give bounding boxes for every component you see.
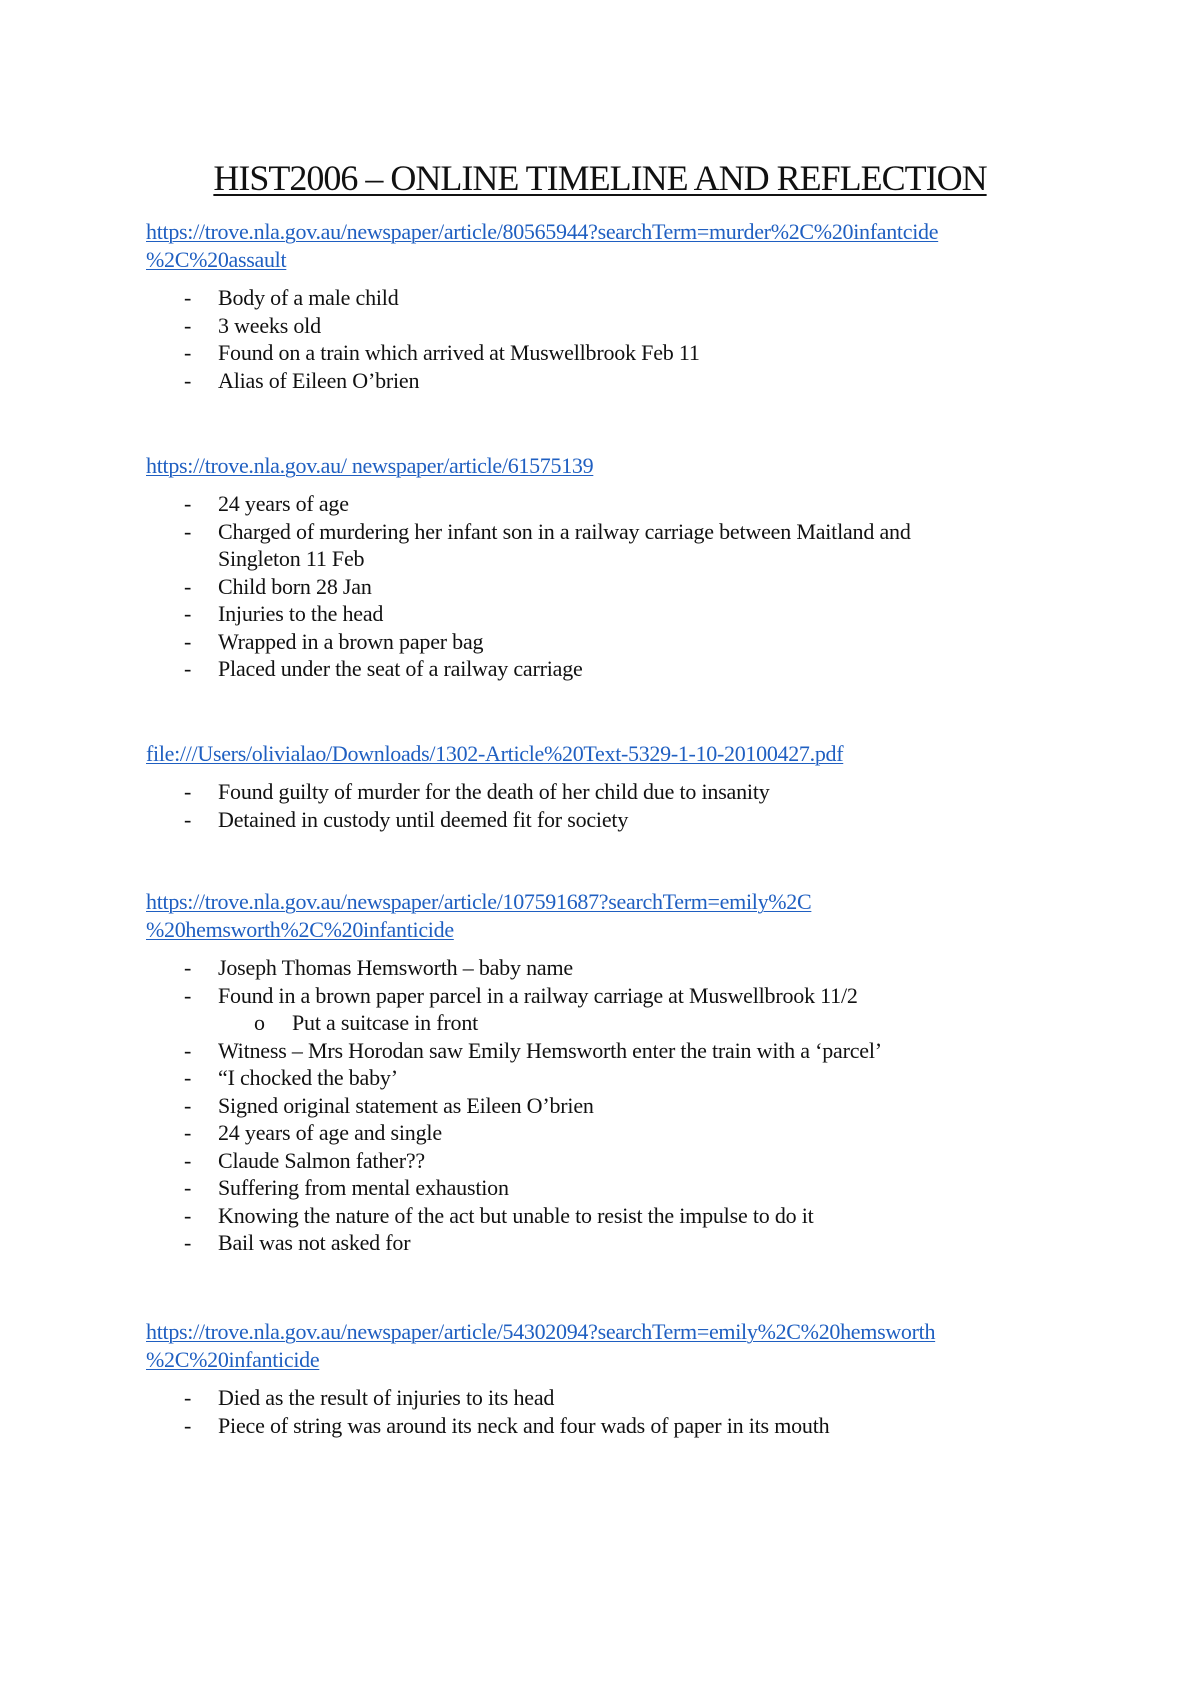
source-link-5[interactable]: [146, 1318, 1076, 1374]
dash-marker: -: [184, 1120, 192, 1145]
source-link-2-line-1: https://trove.nla.gov.au/ newspaper/article/61575139: [146, 453, 594, 478]
list-item: - Found in a brown paper parcel in a railway carriage at Muswellbrook 11/2: [184, 982, 858, 1008]
dash-marker: -: [184, 312, 192, 338]
list-item: - Wrapped in a brown paper bag: [184, 628, 484, 654]
dash-marker: -: [184, 573, 192, 599]
dash-marker: -: [184, 1412, 192, 1438]
dash-marker: -: [184, 1175, 192, 1200]
source-section-4: [146, 888, 1076, 1257]
list-item: - Found on a train which arrived at Muswellbrook Feb 11: [184, 340, 700, 365]
list-item: - Detained in custody until deemed fit for society: [184, 806, 629, 832]
list-item: - Signed original statement as Eileen O’brien: [184, 1092, 594, 1118]
source-section-5: [146, 1318, 1076, 1439]
list-item: - 3 weeks old: [184, 312, 321, 338]
source-section-1: [146, 218, 1076, 394]
dash-marker: -: [184, 806, 192, 832]
list-item: - Knowing the nature of the act but unable to resist the impulse to do it: [184, 1202, 814, 1228]
dash-marker: -: [184, 491, 192, 516]
list-item: - Claude Salmon father??: [184, 1147, 425, 1173]
list-item: - Piece of string was around its neck and four wads of paper in its mouth: [184, 1412, 830, 1438]
source-link-4-line-1: https://trove.nla.gov.au/newspaper/article/107591687?searchTerm=emily%2C: [146, 889, 812, 914]
list-item: - Injuries to the head: [184, 601, 384, 626]
dash-marker: -: [184, 601, 192, 626]
list-item: - Child born 28 Jan: [184, 573, 372, 599]
source-section-3: [146, 740, 1076, 833]
dash-marker: -: [184, 779, 192, 804]
notes-list-2: [146, 490, 1076, 683]
notes-list-3: [146, 778, 1076, 833]
list-item: - Suffering from mental exhaustion: [184, 1175, 509, 1200]
document-title: HIST2006 – ONLINE TIMELINE AND REFLECTION: [213, 158, 987, 198]
source-link-1-line-1: https://trove.nla.gov.au/newspaper/article/80565944?searchTerm=murder%2C%20infantcide: [146, 219, 939, 244]
dash-marker: -: [184, 1385, 192, 1410]
notes-list-4: [146, 954, 1076, 1257]
list-item: - 24 years of age: [184, 491, 349, 516]
list-item: - Charged of murdering her infant son in a railway carriage between Maitland and: [184, 518, 911, 544]
dash-marker: -: [184, 1147, 192, 1173]
list-item: - Body of a male child: [184, 285, 399, 310]
list-item: - 24 years of age and single: [184, 1120, 442, 1145]
dash-marker: -: [184, 1065, 192, 1090]
dash-marker: -: [184, 1202, 192, 1228]
list-item: - Joseph Thomas Hemsworth – baby name: [184, 955, 573, 980]
source-link-3-line-1: file:///Users/olivialao/Downloads/1302-Article%20Text-5329-1-10-20100427.pdf: [146, 741, 844, 766]
source-link-4[interactable]: [146, 888, 1076, 944]
source-link-5-line-1: https://trove.nla.gov.au/newspaper/article/54302094?searchTerm=emily%2C%20hemsworth: [146, 1319, 936, 1344]
notes-list-5: [146, 1384, 1076, 1439]
notes-list-1: [146, 284, 1076, 394]
source-link-1[interactable]: [146, 218, 1076, 274]
list-item-continuation: Singleton 11 Feb: [218, 546, 365, 571]
circle-bullet-marker: o: [254, 1010, 265, 1035]
dash-marker: -: [184, 340, 192, 365]
dash-marker: -: [184, 285, 192, 310]
dash-marker: -: [184, 518, 192, 544]
source-link-3[interactable]: [146, 740, 1076, 768]
dash-marker: -: [184, 982, 192, 1008]
list-item: - Alias of Eileen O’brien: [184, 367, 420, 393]
list-item: - “I chocked the baby’: [184, 1065, 398, 1090]
source-link-4-line-2: %20hemsworth%2C%20infanticide: [146, 917, 454, 942]
source-section-2: [146, 452, 1076, 683]
source-link-5-line-2: %2C%20infanticide: [146, 1347, 320, 1372]
list-item: - Witness – Mrs Horodan saw Emily Hemsworth enter the train with a ‘parcel’: [184, 1037, 882, 1063]
source-link-1-line-2: %2C%20assault: [146, 247, 287, 272]
list-item: - Placed under the seat of a railway carriage: [184, 656, 583, 681]
list-item: - Found guilty of murder for the death of her child due to insanity: [184, 779, 770, 804]
dash-marker: -: [184, 955, 192, 980]
dash-marker: -: [184, 1037, 192, 1063]
dash-marker: -: [184, 628, 192, 654]
list-item: - Bail was not asked for: [184, 1230, 411, 1255]
dash-marker: -: [184, 1230, 192, 1255]
dash-marker: -: [184, 367, 192, 393]
dash-marker: -: [184, 1092, 192, 1118]
source-link-2[interactable]: [146, 452, 1076, 480]
list-item: - Died as the result of injuries to its head: [184, 1385, 555, 1410]
dash-marker: -: [184, 656, 192, 681]
sub-list-item: o Put a suitcase in front: [254, 1010, 479, 1035]
